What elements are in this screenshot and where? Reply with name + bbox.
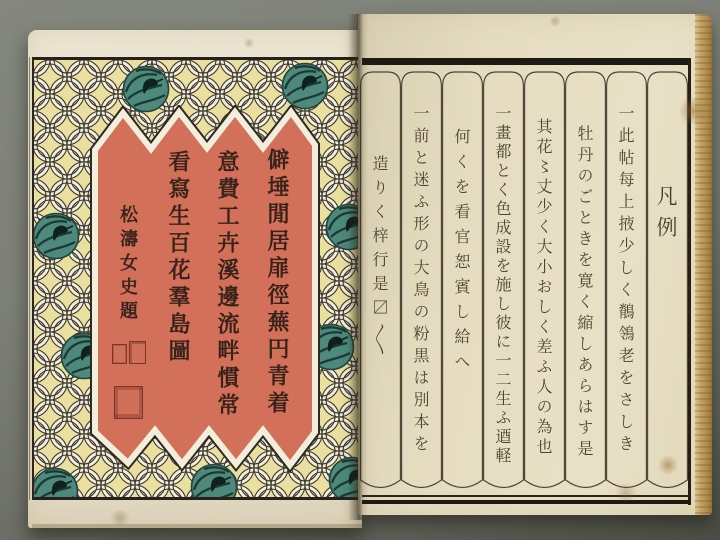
poem-column: 僻埵閒居扉徑蕪円青着 [265, 148, 290, 418]
notes-column: 造りく梓行是〼〳〵 [370, 155, 387, 363]
top-rule [33, 57, 362, 60]
notes-column: 牡丹のごときを寛く縮しあらはす是 [575, 125, 592, 461]
poem-column: 看寫生百花羣島圖 [166, 150, 191, 366]
seal-icon [114, 386, 143, 419]
seal-icon [129, 341, 146, 364]
stain [548, 16, 562, 26]
stain [613, 484, 639, 502]
poem-column: 意費工卉溪邊流畔慣常 [215, 150, 240, 420]
section-header: 凡例 [654, 185, 678, 247]
text-column-frames [360, 64, 688, 496]
signature: 松濤女史題 [118, 205, 138, 325]
notes-column: 一畫都とく色成設を施し彼に一二生ふ逎軽 [493, 105, 510, 466]
medallion-icon [283, 64, 328, 109]
left-rule-outer [29, 57, 30, 500]
stain [243, 38, 255, 48]
left-rule [32, 57, 34, 500]
bottom-rule [33, 497, 362, 500]
page-bottom-shadow [32, 524, 362, 528]
medallion-icon [34, 214, 79, 259]
notes-column: 一前と迷ふ形の大鳥の粉黒は別本を [411, 105, 428, 457]
stain [108, 510, 132, 526]
book-gutter [348, 14, 368, 520]
left-page [28, 30, 362, 528]
frame-bottom-line-thick [362, 500, 690, 504]
notes-column: 何くを看官恕賓し給へ [452, 128, 469, 378]
notes-column: 一此帖每上掖少しく鶺鴒老をさしき [616, 105, 633, 457]
notes-column: 其花〻丈少く大小おしく差ふ人の為也 [534, 118, 551, 458]
seal-icon [112, 344, 127, 364]
stain [680, 94, 706, 128]
page-stack-edge-lines [695, 14, 712, 515]
stain [658, 454, 678, 476]
right-page [358, 14, 712, 515]
